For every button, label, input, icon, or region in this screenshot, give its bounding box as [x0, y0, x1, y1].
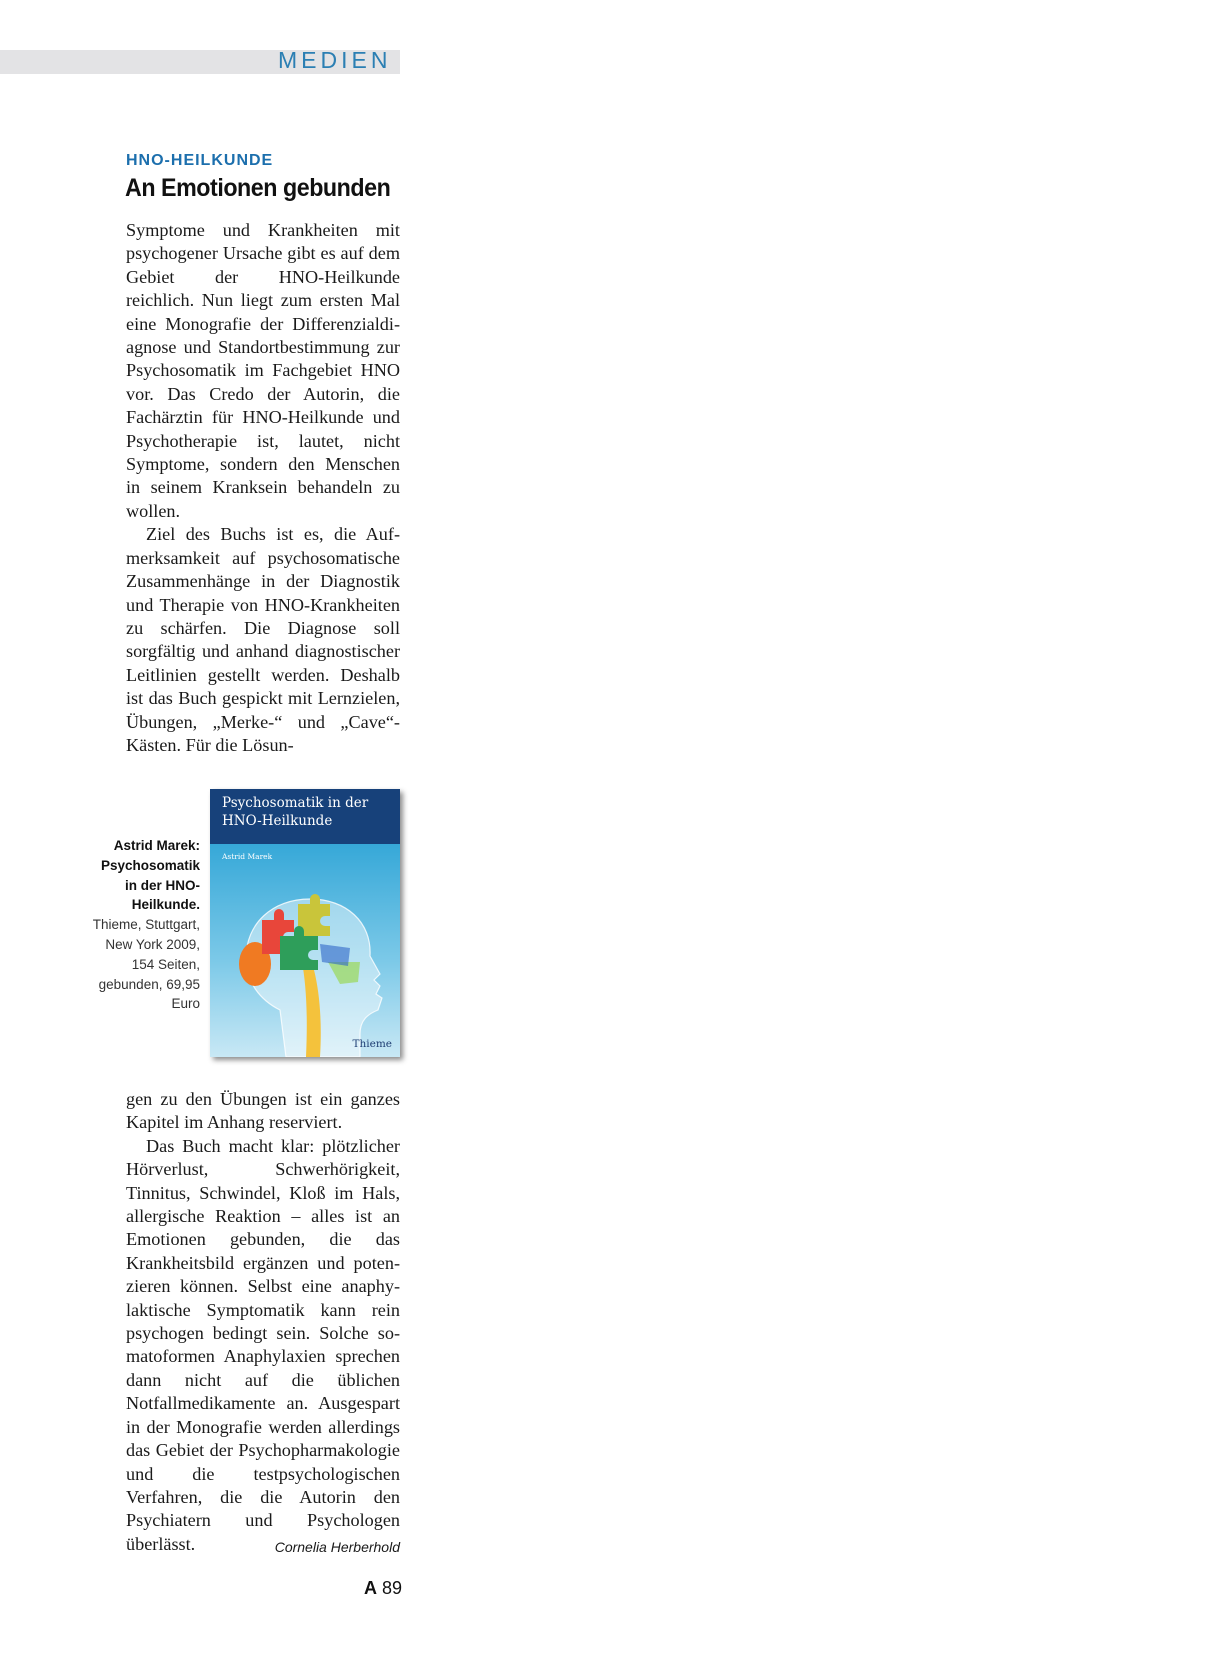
book-caption-details: Thieme, Stuttgart, New York 2009, 154 Seiten, gebunden, 69,95 Euro: [92, 917, 200, 1012]
paragraph: Symptome und Krankheiten mit psychogener Ursache gibt es auf dem Gebiet der HNO-Heilkunde reichlich. Nun liegt zum ersten Mal eine Monografie der Differenzialdiagnose und Standortbestimmung zur Psychosomatik im Fachgebiet HNO vor. Das Credo der Autorin, die Fachärztin für HNO-Heilkunde und Psychotherapie ist, lautet, nicht Symptome, sondern den Menschen in seinem Kranksein behandeln zu wollen.: [126, 220, 400, 521]
page-number: [364, 1578, 402, 1599]
article-kicker: HNO-HEILKUNDE: [126, 152, 274, 169]
book-caption-title: Astrid Marek: Psychosomatik in der HNO-Heilkunde.: [100, 838, 200, 913]
paragraph: gen zu den Übungen ist ein ganzes Kapitel im Anhang reserviert.: [126, 1089, 400, 1133]
section-label: MEDIEN: [278, 47, 392, 73]
article-headline: An Emotionen gebunden: [125, 174, 391, 202]
book-cover: [210, 789, 400, 1057]
paragraph-text: Das Buch macht klar: plötzlicher Hörverlust, Schwerhörigkeit, Tinnitus, Schwindel, Kloß im Hals, allergische Reaktion – alles ist an Emotionen gebunden, die das Krankheitsbild ergänzen und potenzieren können. Selbst eine anaphylaktische Symptomatik kann rein psychogen bedingt sein. Solche somatoformen Anaphylaxien sprechen dann nicht auf die üblichen Notfallmedikamente an. Ausgespart in der Monografie werden allerdings das Gebiet der Psychopharmakologie und die testpsychologischen Verfahren, die die Autorin den Psychiatern und Psychologen überlässt.: [126, 1135, 400, 1554]
cover-author: Astrid Marek: [222, 852, 273, 861]
page-number-value: 89: [382, 1578, 403, 1598]
book-caption: [86, 836, 200, 1014]
article-author: Cornelia Herberhold: [274, 1538, 400, 1555]
paragraph: [126, 1135, 400, 1556]
paragraph: Ziel des Buchs ist es, die Aufmerksamkeit auf psychosomatische Zusammenhänge in der Diagnostik und Therapie von HNO-Krankheiten zu schärfen. Die Diagnose soll sorgfältig und anhand diagnostischer Leitlinien gestellt werden. Deshalb ist das Buch gespickt mit Lernzielen, Übungen, „Merke-“ und „Cave“-Kästen. Für die Lösun-: [126, 524, 400, 755]
head-puzzle-illustration: [210, 844, 400, 1057]
article-column-top: [126, 219, 400, 757]
cover-publisher: Thieme: [352, 1038, 392, 1050]
page-prefix: A: [364, 1578, 377, 1598]
article-column-bottom: [126, 1088, 400, 1559]
cover-title: Psychosomatik in der HNO-Heilkunde: [222, 795, 369, 829]
